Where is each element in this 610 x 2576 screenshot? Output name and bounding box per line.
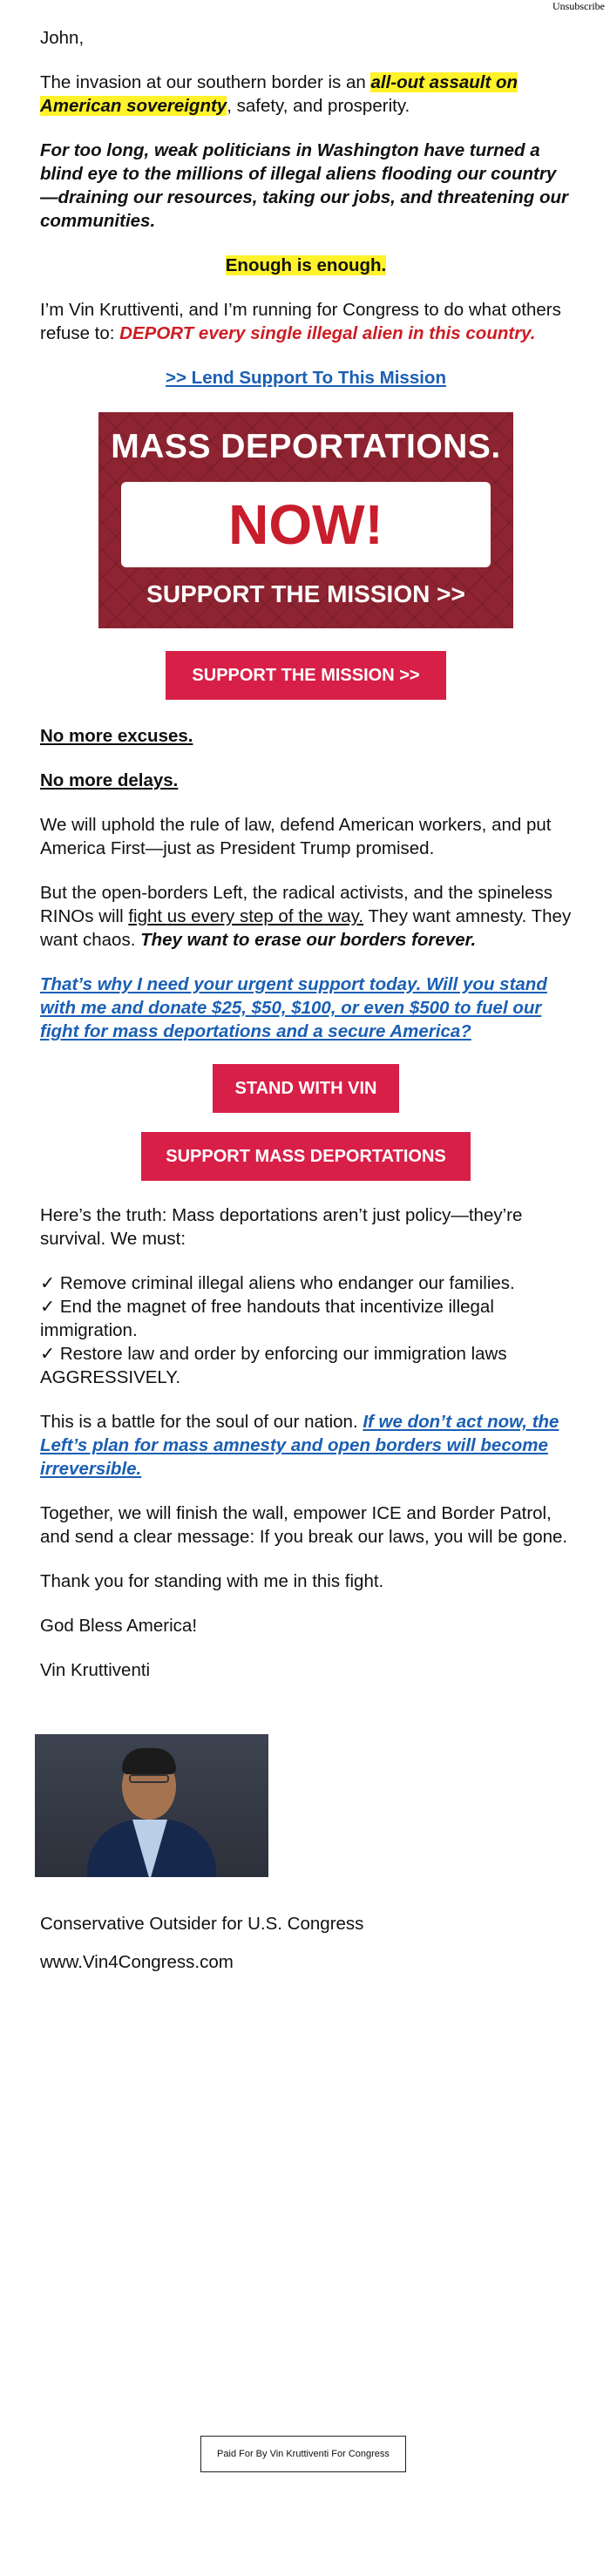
photo-hair — [122, 1748, 176, 1774]
checklist-item: ✓ End the magnet of free handouts that incentivize illegal immigration. — [40, 1297, 494, 1340]
highlight-phrase: all-out assault on American sovereignty — [40, 72, 518, 116]
banner-headline: MASS DEPORTATIONS. — [111, 428, 501, 465]
support-mission-button[interactable]: SUPPORT THE MISSION >> — [166, 651, 445, 700]
title-line: Conservative Outsider for U.S. Congress — [40, 1914, 364, 1934]
bless-line: God Bless America! — [40, 1616, 198, 1636]
greeting: John, — [40, 28, 85, 48]
support-mass-deportations-button[interactable]: SUPPORT MASS DEPORTATIONS — [141, 1132, 471, 1181]
thanks-line: Thank you for standing with me in this fight. — [40, 1571, 384, 1591]
running-paragraph — [40, 298, 572, 345]
battle-text: This is a battle for the soul of our nation. — [40, 1412, 363, 1432]
erase-borders-phrase: They want to erase our borders forever. — [140, 930, 477, 950]
mass-deportations-banner[interactable] — [98, 412, 513, 628]
battle-paragraph — [40, 1410, 572, 1481]
deport-phrase: DEPORT every single illegal alien in this country. — [119, 323, 536, 343]
checklist-item: ✓ Restore law and order by enforcing our immigration laws AGGRESSIVELY. — [40, 1344, 507, 1387]
banner-cta: SUPPORT THE MISSION >> — [146, 580, 465, 607]
paid-for-disclaimer: Paid For By Vin Kruttiventi For Congress — [200, 2436, 406, 2472]
no-excuses-line: No more excuses. — [40, 726, 193, 746]
stand-with-vin-button[interactable]: STAND WITH VIN — [213, 1064, 400, 1113]
intro-text: The invasion at our southern border is an — [40, 72, 371, 92]
checklist — [40, 1271, 572, 1389]
lend-support-link[interactable]: >> Lend Support To This Mission — [166, 368, 446, 388]
running-text: I’m Vin Kruttiventi, and I’m running for Congress to do what others refuse to: — [40, 300, 561, 343]
truth-paragraph: Here’s the truth: Mass deportations aren’t just policy—they’re survival. We must: — [40, 1205, 523, 1249]
signature: Vin Kruttiventi — [40, 1660, 151, 1680]
unsubscribe-link[interactable]: Unsubscribe — [552, 0, 605, 12]
amnesty-text: They want amnesty. They want chaos. — [40, 906, 572, 950]
open-borders-text: But the open-borders Left, the radical activists, and the spineless RINOs will — [40, 883, 553, 926]
politicians-paragraph: For too long, weak politicians in Washington have turned a blind eye to the millions of illegal aliens flooding our country—draining our resources, taking our jobs, and threatening our communities. — [40, 140, 568, 231]
intro-tail: , safety, and prosperity. — [227, 96, 410, 116]
intro-paragraph — [40, 71, 572, 118]
email-body — [40, 26, 572, 1703]
no-delays-line: No more delays. — [40, 770, 179, 790]
donate-appeal-link[interactable]: That’s why I need your urgent support today. Will you stand with me and donate $25, $50, $100, or even $500 to fuel our fight for mass deportations and a secure America? — [40, 974, 547, 1041]
enough-highlight: Enough is enough. — [225, 255, 387, 275]
checklist-item: ✓ Remove criminal illegal aliens who endanger our families. — [40, 1273, 515, 1293]
website-line: www.Vin4Congress.com — [40, 1952, 234, 1972]
photo-glasses — [129, 1774, 169, 1783]
rule-of-law-paragraph: We will uphold the rule of law, defend American workers, and put America First—just as President Trump promised. — [40, 815, 552, 858]
candidate-photo — [35, 1734, 268, 1877]
banner-now-box: NOW! — [121, 482, 491, 567]
enough-line — [40, 254, 572, 277]
irreversible-link[interactable]: If we don’t act now, the Left’s plan for mass amnesty and open borders will become irreversible. — [40, 1412, 559, 1479]
open-borders-paragraph — [40, 881, 572, 952]
wall-paragraph: Together, we will finish the wall, empower ICE and Border Patrol, and send a clear message: If you break our laws, you will be gone. — [40, 1503, 568, 1547]
fight-phrase: fight us every step of the way. — [128, 906, 364, 926]
